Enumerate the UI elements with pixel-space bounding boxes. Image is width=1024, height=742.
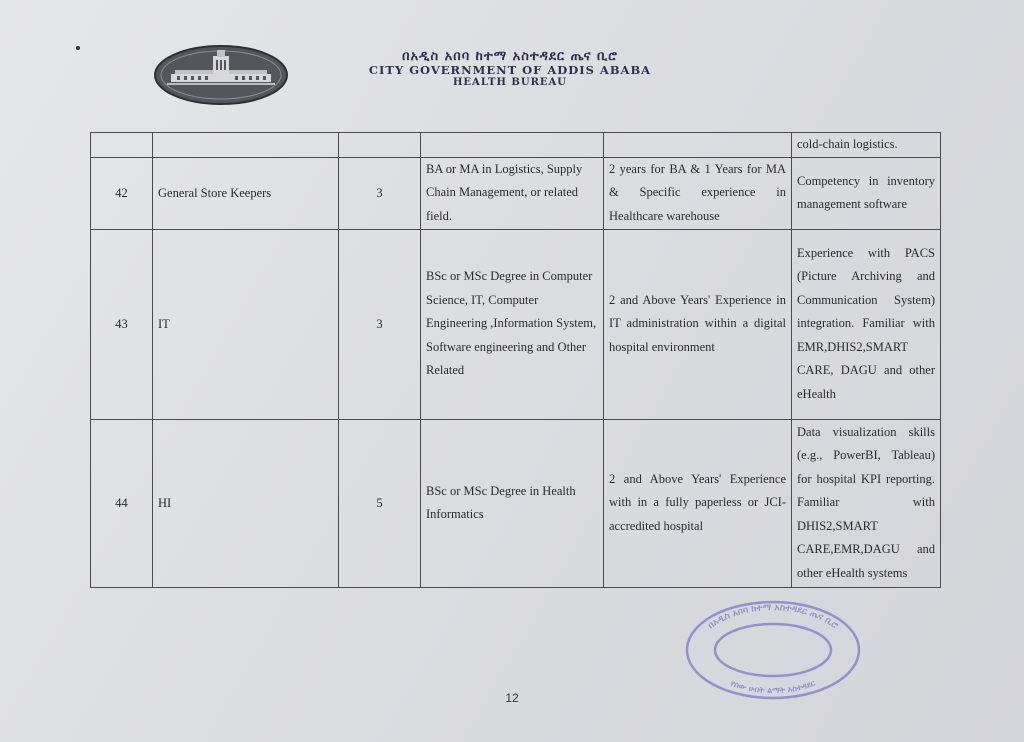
cell-count: 5 xyxy=(339,419,421,587)
svg-text:በአዲስ አበባ ከተማ አስተዳደር ጤና ቢሮ xyxy=(706,603,839,631)
letterhead-english-line1: CITY GOVERNMENT OF ADDIS ABABA xyxy=(368,63,652,77)
cell-education xyxy=(421,133,604,158)
cell-experience xyxy=(604,133,792,158)
cell-competency: Competency in inventory management software xyxy=(792,157,941,229)
cell-no: 43 xyxy=(91,229,153,419)
cell-position: HI xyxy=(153,419,339,587)
cell-education: BSc or MSc Degree in Computer Science, IT, Computer Engineering ,Information System, Software engineering and Other Related xyxy=(421,229,604,419)
stamp-text-top: በአዲስ አበባ ከተማ አስተዳደር ጤና ቢሮ xyxy=(706,602,840,632)
cell-competency: Data visualization skills (e.g., PowerBI, Tableau) for hospital KPI reporting. Familiar with DHIS2,SMART CARE,EMR,DAGU and other eHealth systems xyxy=(792,419,941,587)
stray-dot xyxy=(76,46,80,50)
cell-count: 3 xyxy=(339,157,421,229)
cell-competency: Experience with PACS (Picture Archiving and Communication System) integration. Familiar with EMR,DHIS2,SMART CARE, DAGU and other eHealth xyxy=(792,229,941,419)
office-stamp xyxy=(683,598,863,702)
letterhead xyxy=(330,50,690,88)
cell-position: General Store Keepers xyxy=(153,157,339,229)
cell-experience: 2 and Above Years' Experience with in a fully paperless or JCI-accredited hospital xyxy=(604,419,792,587)
letterhead-english-line2: HEALTH BUREAU xyxy=(452,76,567,88)
table-row xyxy=(91,133,941,158)
cell-experience: 2 years for BA & 1 Years for MA & Specific experience in Healthcare warehouse xyxy=(604,157,792,229)
cell-no: 44 xyxy=(91,419,153,587)
table-row xyxy=(91,229,941,419)
positions-table xyxy=(90,132,941,588)
table-row xyxy=(91,157,941,229)
table-row xyxy=(91,419,941,587)
cell-competency: cold-chain logistics. xyxy=(792,133,941,158)
cell-count: 3 xyxy=(339,229,421,419)
cell-education: BA or MA in Logistics, Supply Chain Management, or related field. xyxy=(421,157,604,229)
cell-no: 42 xyxy=(91,157,153,229)
cell-position xyxy=(153,133,339,158)
cell-education: BSc or MSc Degree in Health Informatics xyxy=(421,419,604,587)
city-hall-logo xyxy=(153,44,289,106)
cell-position: IT xyxy=(153,229,339,419)
letterhead-amharic: በአዲስ አበባ ከተማ አስተዳደር ጤና ቢሮ xyxy=(402,49,618,64)
cell-experience: 2 and Above Years' Experience in IT administration within a digital hospital environment xyxy=(604,229,792,419)
cell-no xyxy=(91,133,153,158)
page-number: 12 xyxy=(505,691,519,705)
cell-count xyxy=(339,133,421,158)
stamp-text-bottom: የሰው ሀብት ልማት አስተዳደር xyxy=(729,678,817,696)
